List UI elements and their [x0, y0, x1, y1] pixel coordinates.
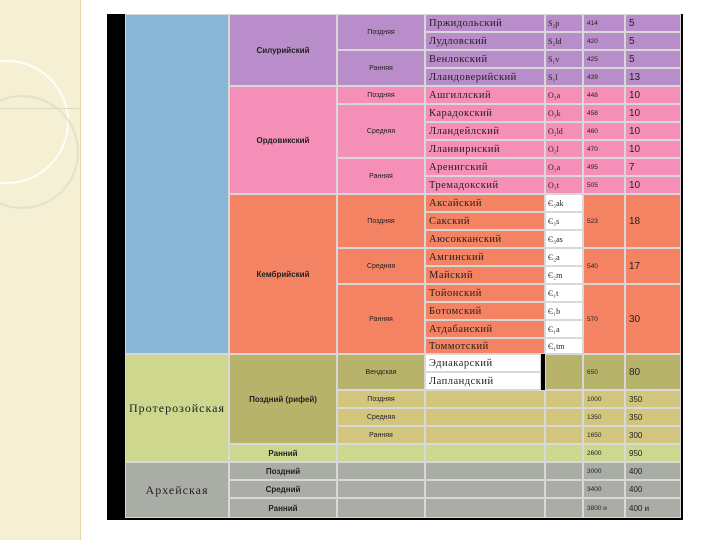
subdivision-riphean-late: Поздняя: [337, 390, 425, 408]
stage-index: Є₃ak: [545, 194, 583, 212]
subdivision-riphean-early: Ранняя: [337, 426, 425, 444]
stage-age: 505: [583, 176, 625, 194]
period-cambrian: Кембрийский: [229, 194, 337, 354]
eon-proterozoic: Протерозойская: [125, 354, 229, 462]
stage-name: Лландейлский: [425, 122, 545, 140]
epoch-silurian-early: Ранняя: [337, 50, 425, 86]
epoch-ordovician-early: Ранняя: [337, 158, 425, 194]
empty-cell: [425, 462, 545, 480]
stage-name: Амгинский: [425, 248, 545, 266]
stage-name: Сакский: [425, 212, 545, 230]
epoch-proterozoic-late: Поздний (рифей): [229, 354, 337, 444]
empty-cell: [545, 498, 583, 518]
empty-cell: [425, 498, 545, 518]
stage-name: Тойонский: [425, 284, 545, 302]
stage-duration: 10: [625, 86, 681, 104]
stage-index: O₂l: [545, 140, 583, 158]
riphean-duration: 300: [625, 426, 681, 444]
epoch-proterozoic-early: Ранний: [229, 444, 337, 462]
stage-index: S₁v: [545, 50, 583, 68]
epoch-cambrian-early: Ранняя: [337, 284, 425, 354]
stage-name: Венлокский: [425, 50, 545, 68]
stage-name: Карадокский: [425, 104, 545, 122]
stage-index: O₁t: [545, 176, 583, 194]
empty-cell: [545, 408, 583, 426]
empty-cell: [425, 390, 545, 408]
empty-cell: [545, 444, 583, 462]
stage-index: Є₃as: [545, 230, 583, 248]
stage-duration: 7: [625, 158, 681, 176]
stage-index: O₂ld: [545, 122, 583, 140]
stage-index: Є₁a: [545, 320, 583, 338]
stage-age: 495: [583, 158, 625, 176]
stage-name: Лудловский: [425, 32, 545, 50]
slide-decoration: [0, 0, 81, 540]
stage-name: Лландоверийский: [425, 68, 545, 86]
proterozoic-early-duration: 950: [625, 444, 681, 462]
stage-index: S₂ld: [545, 32, 583, 50]
cambrian-late-age: 523: [583, 194, 625, 248]
decorative-line: [0, 108, 80, 109]
stage-age: 458: [583, 104, 625, 122]
stage-index: Є₁tm: [545, 338, 583, 354]
stage-index: Є₂m: [545, 266, 583, 284]
stage-duration: 10: [625, 104, 681, 122]
empty-cell: [545, 480, 583, 498]
vendian-stage-name: Лапландский: [425, 372, 541, 390]
stage-age: 448: [583, 86, 625, 104]
stage-index: Є₁b: [545, 302, 583, 320]
stage-name: Ашгиллский: [425, 86, 545, 104]
stage-duration: 10: [625, 140, 681, 158]
stage-age: 470: [583, 140, 625, 158]
epoch-cambrian-middle: Средняя: [337, 248, 425, 284]
epoch-cambrian-late: Поздняя: [337, 194, 425, 248]
riphean-age: 1000: [583, 390, 625, 408]
stage-index: O₃a: [545, 86, 583, 104]
archean-age: 3400: [583, 480, 625, 498]
stage-name: Пржидольский: [425, 14, 545, 32]
stage-duration: 10: [625, 122, 681, 140]
stage-name: Ботомский: [425, 302, 545, 320]
epoch-archean-late: Поздний: [229, 462, 337, 480]
proterozoic-early-age: 2600: [583, 444, 625, 462]
period-ordovician: Ордовикский: [229, 86, 337, 194]
stage-name: Лланвирнский: [425, 140, 545, 158]
cambrian-early-duration: 30: [625, 284, 681, 354]
riphean-duration: 350: [625, 408, 681, 426]
empty-cell: [337, 498, 425, 518]
stage-duration: 5: [625, 50, 681, 68]
empty-cell: [337, 462, 425, 480]
cambrian-middle-age: 540: [583, 248, 625, 284]
empty-cell: [425, 444, 545, 462]
vendian-duration: 80: [625, 354, 681, 390]
riphean-duration: 350: [625, 390, 681, 408]
stage-index: O₁a: [545, 158, 583, 176]
stage-index: O₃k: [545, 104, 583, 122]
archean-duration: 400 и: [625, 498, 681, 518]
empty-cell: [425, 426, 545, 444]
stage-age: 460: [583, 122, 625, 140]
stage-name: Тремадокский: [425, 176, 545, 194]
stage-name: Томмотский: [425, 338, 545, 354]
empty-cell: [545, 354, 583, 390]
archean-duration: 400: [625, 462, 681, 480]
empty-cell: [337, 444, 425, 462]
empty-cell: [425, 480, 545, 498]
empty-cell: [545, 426, 583, 444]
epoch-ordovician-late: Поздняя: [337, 86, 425, 104]
cambrian-middle-duration: 17: [625, 248, 681, 284]
stage-name: Майский: [425, 266, 545, 284]
vendian-stage-name: Эдиакарский: [425, 354, 541, 372]
stage-name: Атдабанский: [425, 320, 545, 338]
vendian-age: 650: [583, 354, 625, 390]
epoch-silurian-late: Поздняя: [337, 14, 425, 50]
eon-archean: Архейская: [125, 462, 229, 518]
archean-age: 3000: [583, 462, 625, 480]
riphean-age: 1650: [583, 426, 625, 444]
epoch-archean-middle: Средний: [229, 480, 337, 498]
stage-age: 420: [583, 32, 625, 50]
empty-cell: [425, 408, 545, 426]
stage-name: Аюсокканский: [425, 230, 545, 248]
cambrian-early-age: 570: [583, 284, 625, 354]
period-silurian: Силурийский: [229, 14, 337, 86]
stage-duration: 5: [625, 32, 681, 50]
empty-cell: [545, 390, 583, 408]
stage-index: Є₃s: [545, 212, 583, 230]
epoch-archean-early: Ранний: [229, 498, 337, 518]
stage-age: 439: [583, 68, 625, 86]
stage-name: Аксайский: [425, 194, 545, 212]
eon-phanerozoic-cell: [125, 14, 229, 354]
subdivision-riphean-middle: Средняя: [337, 408, 425, 426]
stage-duration: 10: [625, 176, 681, 194]
empty-cell: [337, 480, 425, 498]
stage-index: S₁l: [545, 68, 583, 86]
cambrian-late-duration: 18: [625, 194, 681, 248]
epoch-ordovician-middle: Средняя: [337, 104, 425, 158]
stage-age: 414: [583, 14, 625, 32]
empty-cell: [545, 462, 583, 480]
archean-age: 3800 и: [583, 498, 625, 518]
stage-index: S₂p: [545, 14, 583, 32]
stage-name: Аренигский: [425, 158, 545, 176]
geochronological-table: [107, 14, 683, 520]
subdivision-vendian: Вендская: [337, 354, 425, 390]
stage-index: Є₂a: [545, 248, 583, 266]
riphean-age: 1350: [583, 408, 625, 426]
stage-duration: 13: [625, 68, 681, 86]
stage-duration: 5: [625, 14, 681, 32]
archean-duration: 400: [625, 480, 681, 498]
stage-index: Є₁t: [545, 284, 583, 302]
stage-age: 425: [583, 50, 625, 68]
